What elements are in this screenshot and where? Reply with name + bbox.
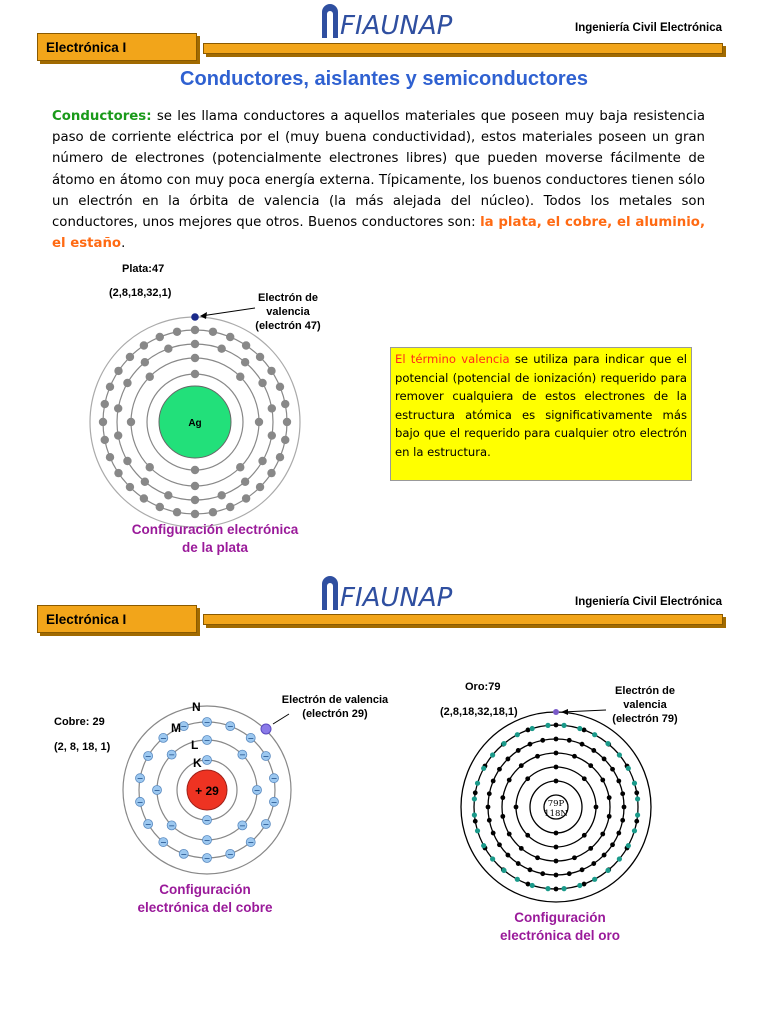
section-tab [37, 33, 197, 61]
electron [501, 741, 506, 746]
shell-letter: M [171, 721, 181, 735]
header-bar-2 [203, 614, 723, 625]
electron [528, 742, 533, 747]
electron-sign: − [253, 786, 261, 795]
page-title: Conductores, aislantes y semiconductores [180, 68, 588, 90]
electron [610, 842, 615, 847]
copper-valence-label: Electrón de valencia (electrón 29) [281, 694, 389, 720]
copper-atom-diagram [115, 695, 295, 875]
section-label: Electrónica I [46, 40, 127, 55]
electron [123, 457, 131, 465]
electron [634, 790, 639, 795]
electron [140, 494, 148, 502]
electron [506, 757, 511, 762]
electron-sign: − [239, 750, 246, 760]
electron [114, 404, 122, 412]
section-tab-2 [37, 605, 197, 633]
electron [267, 367, 275, 375]
electron [191, 482, 199, 490]
electron [602, 757, 607, 762]
electron [507, 832, 512, 837]
logo-text: FIAUNAP [340, 11, 453, 41]
electron-sign: − [203, 854, 211, 863]
gold-valence-label: Electrón de valencia (electrón 79) [612, 685, 678, 725]
electron-sign: − [247, 838, 255, 848]
electron [191, 326, 199, 334]
electron [242, 494, 250, 502]
electron [487, 791, 492, 796]
electron-sign: − [159, 838, 167, 848]
electron [600, 778, 605, 783]
electron [634, 819, 639, 824]
electron [572, 754, 577, 759]
valence-arrow [562, 710, 606, 712]
electron-sign: − [203, 836, 211, 845]
electron [582, 833, 587, 838]
electron [281, 400, 289, 408]
electron [114, 367, 122, 375]
electron [487, 818, 492, 823]
electron [242, 341, 250, 349]
paragraph-examples: la plata, el cobre, el aluminio, el estaño [52, 215, 705, 252]
electron [602, 853, 607, 858]
electron-sign: − [144, 752, 152, 761]
electron [605, 868, 610, 873]
electron [241, 358, 249, 366]
section-label-2: Electrónica I [46, 612, 127, 627]
electron [540, 738, 545, 743]
electron [191, 496, 199, 504]
electron [101, 400, 109, 408]
electron [567, 871, 572, 876]
header-bar [203, 43, 723, 54]
electron [241, 478, 249, 486]
gold-nucleus-neutrons: 118N [544, 809, 568, 819]
electron [191, 370, 199, 378]
electron [600, 832, 605, 837]
electron [191, 354, 199, 362]
electron [164, 491, 172, 499]
electron-sign: − [136, 797, 144, 807]
electron [561, 886, 566, 891]
valence-electron [191, 313, 199, 321]
electron [620, 791, 625, 796]
electron [226, 333, 234, 341]
electron [607, 814, 612, 819]
electron [519, 846, 524, 851]
electron [617, 752, 622, 757]
electron-sign: − [136, 774, 144, 784]
electron [530, 883, 535, 888]
electron [173, 508, 181, 516]
electron [632, 781, 637, 786]
electron-sign: − [203, 718, 211, 727]
electron [545, 886, 550, 891]
electron [490, 752, 495, 757]
electron [519, 763, 524, 768]
electron [268, 404, 276, 412]
electron [486, 805, 491, 810]
electron [481, 766, 486, 771]
electron [127, 418, 135, 426]
paragraph-body: se les llama conductores a aquellos materiales que poseen muy baja resistencia paso de corriente eléctrica por el (muy buena conductividad), estos materiales poseen un gran número de electrones (potencialmente electrones libres) que pueden moverse fácilmente de átomo en átomo con muy poca energía externa. Típicamente, los buenos conductores tienen sólo un electrón en la órbita de valencia (la más alejada del núcleo). Todos los metales son conductores, unos mejores que otros. Buenos conductores son: [52, 109, 705, 231]
copper-caption: Configuración electrónica del cobre [137, 882, 273, 915]
electron [123, 379, 131, 387]
electron-sign: − [203, 756, 211, 765]
electron [591, 748, 596, 753]
electron [490, 856, 495, 861]
valencia-note [390, 347, 692, 481]
copper-nucleus-label: + 29 [195, 784, 219, 798]
electron [255, 418, 263, 426]
electron [258, 379, 266, 387]
electron [473, 790, 478, 795]
electron-sign: − [168, 821, 175, 831]
electron [173, 328, 181, 336]
electron [592, 877, 597, 882]
silver-caption: Configuración electrónica de la plata [131, 522, 299, 555]
electron [540, 871, 545, 876]
program-name: Ingeniería Civil Electrónica [575, 22, 722, 34]
silver-atom-diagram [90, 310, 320, 520]
electron-sign: − [153, 786, 161, 795]
electron [256, 353, 264, 361]
electron [592, 732, 597, 737]
electron [217, 491, 225, 499]
electron [635, 812, 640, 817]
electron [535, 855, 540, 860]
electron [101, 436, 109, 444]
electron [472, 812, 477, 817]
electron [626, 843, 631, 848]
electron [616, 831, 621, 836]
electron [516, 748, 521, 753]
silver-name: Plata:47 [122, 263, 165, 275]
electron [561, 723, 566, 728]
electron-sign: − [239, 821, 246, 831]
electron [554, 751, 559, 756]
electron-sign: − [203, 816, 211, 825]
gold-atom-diagram [470, 705, 650, 900]
electron [588, 846, 593, 851]
electron [497, 767, 502, 772]
electron [164, 345, 172, 353]
electron [577, 883, 582, 888]
electron [226, 503, 234, 511]
gold-caption: Configuración electrónica del oro [499, 910, 621, 943]
electron [616, 779, 621, 784]
electron [191, 340, 199, 348]
electron [622, 805, 627, 810]
electron [506, 853, 511, 858]
electron [475, 781, 480, 786]
electron [126, 483, 134, 491]
electron [554, 831, 559, 836]
silver-config: (2,8,18,32,1) [109, 287, 172, 299]
electron-sign: − [168, 750, 175, 760]
note-body: se utiliza para indicar que el potencial (potencial de ionización) requerido para remover cualquiera de estos electrones de la estructura atómica es significativamente más bajo que el requerido para cualquier otro electrón en la estructura. [395, 352, 687, 459]
electron [635, 796, 640, 801]
electron [472, 796, 477, 801]
gold-name: Oro:79 [465, 681, 501, 693]
electron [236, 373, 244, 381]
note-highlight: El término valencia [395, 352, 510, 366]
gold-nucleus-protons: 79P [547, 799, 565, 809]
electron [610, 767, 615, 772]
electron [554, 845, 559, 850]
electron [554, 765, 559, 770]
copper-config: (2, 8, 18, 1) [54, 741, 111, 753]
silver-valence-label: Electrón de valencia (electrón 47) [255, 292, 321, 332]
electron [626, 766, 631, 771]
electron-sign: − [247, 733, 255, 743]
electron [525, 776, 530, 781]
electron-sign: − [262, 820, 270, 829]
electron-sign: − [180, 722, 188, 732]
electron [156, 333, 164, 341]
electron [515, 732, 520, 737]
electron [106, 383, 114, 391]
electron [530, 726, 535, 731]
electron [500, 814, 505, 819]
electron [554, 737, 559, 742]
electron [156, 503, 164, 511]
electron [146, 463, 154, 471]
electron-sign: − [144, 820, 152, 829]
silver-nucleus-label: Ag [188, 418, 202, 429]
electron [580, 742, 585, 747]
electron [276, 383, 284, 391]
electron [500, 795, 505, 800]
electron [481, 843, 486, 848]
electron [580, 867, 585, 872]
electron [126, 353, 134, 361]
electron [572, 855, 577, 860]
electron [588, 763, 593, 768]
electron [516, 861, 521, 866]
electron-sign: − [270, 797, 278, 807]
valence-arrow [201, 308, 255, 316]
electron [607, 795, 612, 800]
electron [591, 861, 596, 866]
electron [209, 508, 217, 516]
gold-config: (2,8,18,32,18,1) [440, 706, 518, 718]
valence-electron [553, 709, 559, 715]
electron [554, 779, 559, 784]
electron-sign: − [203, 736, 211, 745]
electron-sign: − [270, 774, 278, 784]
electron [594, 805, 599, 810]
electron [256, 483, 264, 491]
electron [554, 873, 559, 878]
electron [276, 453, 284, 461]
electron [236, 463, 244, 471]
electron [141, 358, 149, 366]
electron [501, 868, 506, 873]
shell-letter: K [193, 756, 202, 770]
electron [106, 453, 114, 461]
electron [99, 418, 107, 426]
electron [535, 754, 540, 759]
electron [554, 723, 559, 728]
shell-letter: L [191, 738, 199, 752]
electron [554, 887, 559, 892]
electron [268, 431, 276, 439]
electron [507, 778, 512, 783]
electron [545, 723, 550, 728]
electron [146, 373, 154, 381]
electron [617, 856, 622, 861]
valence-arrowhead [561, 709, 568, 715]
electron [473, 819, 478, 824]
electron [515, 877, 520, 882]
electron [577, 726, 582, 731]
fiaunap-logo [318, 2, 453, 41]
electron [281, 436, 289, 444]
electron [582, 776, 587, 781]
logo-text-2: FIAUNAP [340, 583, 453, 613]
valence-electron [261, 724, 271, 734]
electron [217, 345, 225, 353]
electron [267, 469, 275, 477]
electron-sign: − [226, 722, 234, 732]
electron-sign: − [159, 733, 167, 743]
electron [554, 859, 559, 864]
electron [491, 831, 496, 836]
electron [114, 431, 122, 439]
electron [475, 828, 480, 833]
copper-name: Cobre: 29 [54, 716, 105, 728]
electron [620, 818, 625, 823]
valence-arrow [273, 714, 289, 724]
electron [567, 738, 572, 743]
electron [209, 328, 217, 336]
electron [497, 842, 502, 847]
electron [632, 828, 637, 833]
electron [528, 867, 533, 872]
electron-sign: − [262, 752, 270, 761]
electron [140, 341, 148, 349]
electron [514, 805, 519, 810]
fiaunap-logo-2 [318, 574, 453, 613]
electron [605, 741, 610, 746]
paragraph-lead: Conductores: [52, 109, 152, 124]
shell-letter: N [192, 700, 201, 714]
paragraph-end: . [121, 236, 126, 252]
electron [283, 418, 291, 426]
electron-sign: − [180, 849, 188, 859]
conductores-paragraph [52, 106, 705, 254]
electron [191, 466, 199, 474]
electron [114, 469, 122, 477]
program-name-2: Ingeniería Civil Electrónica [575, 596, 722, 608]
electron [191, 510, 199, 518]
electron-sign: − [226, 849, 234, 859]
electron [491, 779, 496, 784]
electron [141, 478, 149, 486]
valence-arrowhead [200, 312, 207, 319]
electron [258, 457, 266, 465]
electron [525, 833, 530, 838]
